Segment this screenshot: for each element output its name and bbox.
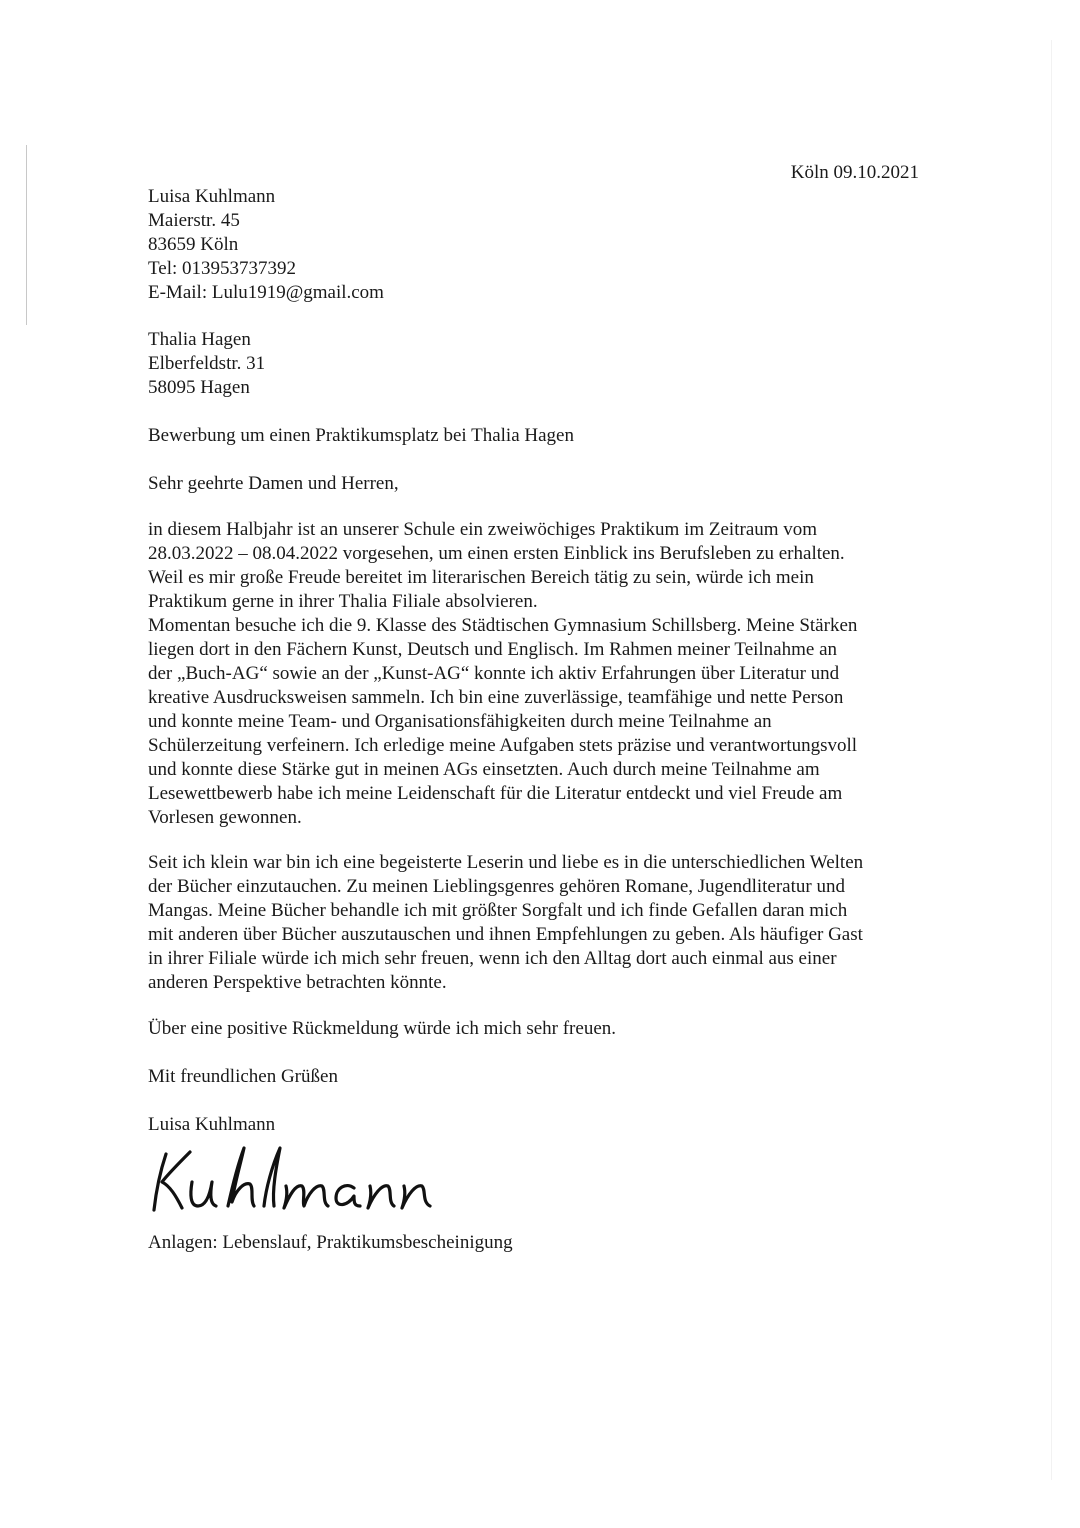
body-line: Momentan besuche ich die 9. Klasse des Städtischen Gymnasium Schillsberg. Meine Stärken <box>148 615 858 636</box>
body-line: und konnte meine Team- und Organisationsfähigkeiten durch meine Teilnahme an <box>148 711 772 732</box>
sender-name: Luisa Kuhlmann <box>148 186 276 207</box>
body-line: der Bücher einzutauchen. Zu meinen Lieblingsgenres gehören Romane, Jugendliteratur und <box>148 876 845 897</box>
signer-name: Luisa Kuhlmann <box>148 1114 276 1135</box>
sender-address <box>148 185 948 305</box>
letter-date: Köln 09.10.2021 <box>790 162 919 183</box>
letter-enclosures: Anlagen: Lebenslauf, Praktikumsbescheinigung <box>148 1232 513 1253</box>
body-line: Vorlesen gewonnen. <box>148 807 302 828</box>
sender-street: Maierstr. 45 <box>148 210 240 231</box>
body-line: Lesewettbewerb habe ich meine Leidenschaft für die Literatur entdeckt und viel Freude am <box>148 783 843 804</box>
body-line: Schülerzeitung verfeinern. Ich erledige meine Aufgaben stets präzise und verantwortungsvoll <box>148 735 858 756</box>
sender-city: 83659 Köln <box>148 234 239 255</box>
letter-subject: Bewerbung um einen Praktikumsplatz bei Thalia Hagen <box>148 425 574 446</box>
recipient-name: Thalia Hagen <box>148 329 251 350</box>
sender-phone: Tel: 013953737392 <box>148 258 297 279</box>
body-paragraph-2 <box>148 851 948 995</box>
body-line: kreative Ausdrucksweisen sammeln. Ich bin eine zuverlässige, teamfähige und nette Person <box>148 687 844 708</box>
body-line: der „Buch-AG“ sowie an der „Kunst-AG“ konnte ich aktiv Erfahrungen über Literatur und <box>148 663 840 684</box>
body-line: in ihrer Filiale würde ich mich sehr freuen, wenn ich den Alltag dort auch einmal aus einer <box>148 948 837 969</box>
page-edge <box>1051 40 1052 1480</box>
recipient-city: 58095 Hagen <box>148 377 250 398</box>
body-line: anderen Perspektive betrachten könnte. <box>148 972 447 993</box>
letter-closing: Mit freundlichen Grüßen <box>148 1066 338 1087</box>
body-line: Praktikum gerne in ihrer Thalia Filiale absolvieren. <box>148 591 538 612</box>
body-line: Weil es mir große Freude bereitet im literarischen Bereich tätig zu sein, würde ich mein <box>148 567 814 588</box>
handwritten-signature <box>140 1140 460 1220</box>
body-line: in diesem Halbjahr ist an unserer Schule ein zweiwöchiges Praktikum im Zeitraum vom <box>148 519 818 540</box>
body-paragraph-1 <box>148 518 948 830</box>
positive-feedback-line: Über eine positive Rückmeldung würde ich mich sehr freuen. <box>148 1018 616 1039</box>
body-line: Mangas. Meine Bücher behandle ich mit größter Sorgfalt und ich finde Gefallen daran mich <box>148 900 848 921</box>
scan-edge-mark <box>26 145 27 325</box>
body-line: mit anderen über Bücher auszutauschen und ihnen Empfehlungen zu geben. Als häufiger Gast <box>148 924 863 945</box>
body-line: Seit ich klein war bin ich eine begeisterte Leserin und liebe es in die unterschiedlichen Welten <box>148 852 864 873</box>
body-line: 28.03.2022 – 08.04.2022 vorgesehen, um einen ersten Einblick ins Berufsleben zu erhalten. <box>148 543 845 564</box>
body-line: und konnte diese Stärke gut in meinen AGs einsetzten. Auch durch meine Teilnahme am <box>148 759 820 780</box>
body-line: liegen dort in den Fächern Kunst, Deutsch und Englisch. Im Rahmen meiner Teilnahme an <box>148 639 838 660</box>
sender-email: E-Mail: Lulu1919@gmail.com <box>148 282 384 303</box>
recipient-address <box>148 328 948 400</box>
recipient-street: Elberfeldstr. 31 <box>148 353 266 374</box>
letter-salutation: Sehr geehrte Damen und Herren, <box>148 473 399 494</box>
